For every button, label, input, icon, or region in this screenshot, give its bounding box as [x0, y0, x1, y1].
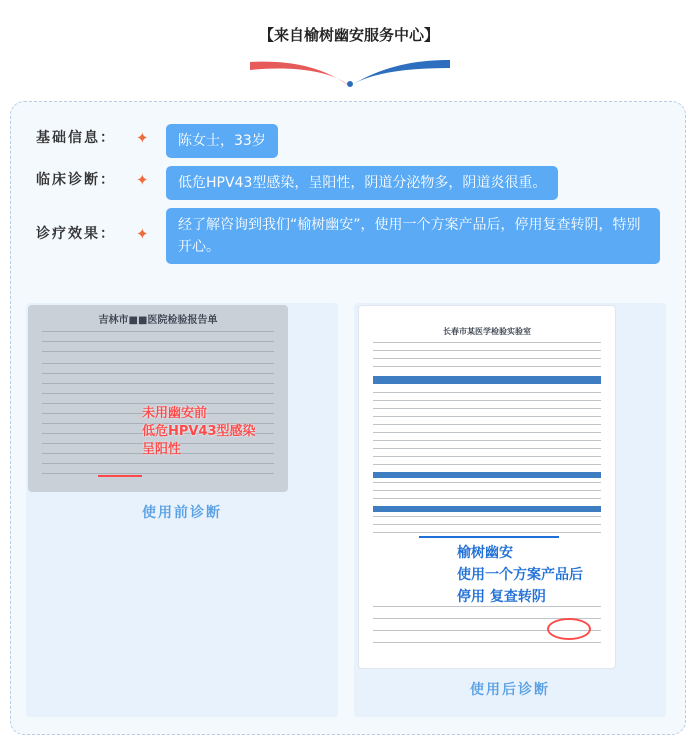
barcode-circle: [547, 618, 591, 640]
highlight-underline: [419, 536, 559, 538]
info-value: 低危HPV43型感染，呈阳性，阴道分泌物多，阴道炎很重。: [166, 166, 558, 200]
table-section-bar: [373, 472, 601, 478]
overlay-line: 未用幽安前: [142, 406, 208, 421]
after-report-title: 长春市某医学检验实验室: [443, 327, 531, 336]
info-row-diagnosis: [36, 166, 558, 200]
after-report-photo: [358, 305, 616, 669]
table-header-bar: [373, 376, 601, 384]
overlay-line: 榆树幽安: [457, 545, 513, 561]
star-icon: ✦: [136, 225, 149, 243]
after-caption: 使用后诊断: [470, 682, 550, 698]
before-caption: 使用前诊断: [142, 505, 222, 521]
info-label: 临床诊断：: [36, 172, 116, 188]
overlay-line: 呈阳性: [142, 442, 182, 457]
info-value: 经了解咨询到我们“榆树幽安”，使用一个方案产品后，停用复查转阴，特别开心。: [166, 208, 660, 264]
before-report-title: 吉林市■■医院检验报告单: [98, 315, 218, 326]
info-value: 陈女士，33岁: [166, 124, 278, 158]
after-overlay-note: [457, 542, 583, 608]
before-report-photo: [28, 305, 288, 492]
overlay-line: 使用一个方案产品后: [457, 567, 583, 583]
page-title: 【来自榆树幽安服务中心】: [258, 26, 439, 44]
overlay-line: 停用 复查转阴: [457, 589, 546, 605]
info-label: 基础信息：: [36, 130, 116, 146]
star-icon: ✦: [136, 171, 149, 189]
info-row-basic: [36, 124, 278, 158]
ribbon-decoration: [250, 56, 450, 90]
overlay-line: 低危HPV43型感染: [142, 424, 256, 439]
info-label: 诊疗效果：: [36, 226, 116, 242]
info-row-effect: [36, 208, 660, 264]
star-icon: ✦: [136, 129, 149, 147]
before-overlay-note: [142, 405, 256, 459]
table-section-bar: [373, 506, 601, 512]
highlight-underline: [98, 475, 142, 477]
